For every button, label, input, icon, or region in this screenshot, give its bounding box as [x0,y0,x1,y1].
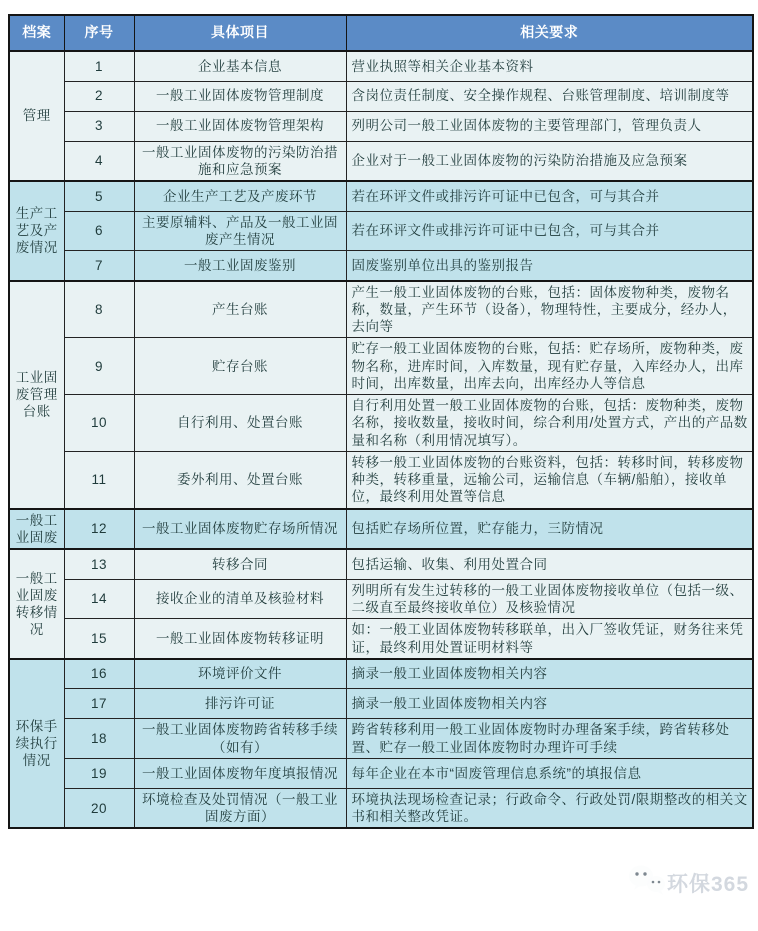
row-no: 14 [64,579,134,619]
row-req: 营业执照等相关企业基本资料 [346,51,753,81]
row-item: 一般工业固体废物的污染防治措施和应急预案 [134,141,346,181]
watermark [628,864,749,901]
row-no: 2 [64,81,134,111]
row-no: 10 [64,395,134,452]
row-req: 含岗位责任制度、安全操作规程、台账管理制度、培训制度等 [346,81,753,111]
row-item: 一般工业固体废物管理架构 [134,111,346,141]
table-row [9,211,753,251]
row-item: 环境评价文件 [134,659,346,689]
row-item: 转移合同 [134,549,346,579]
row-req: 如：一般工业固体废物转移联单，出入厂签收凭证，财务往来凭证，最终利用处置证明材料等 [346,619,753,659]
row-req: 列明公司一般工业固体废物的主要管理部门，管理负责人 [346,111,753,141]
col-header-req: 相关要求 [346,15,753,51]
row-item: 排污许可证 [134,689,346,719]
row-req: 摘录一般工业固体废物相关内容 [346,689,753,719]
row-item: 产生台账 [134,281,346,338]
row-req: 贮存一般工业固体废物的台账，包括：贮存场所，废物种类，废物名称，进库时间，入库数量，现有贮存量，入库经办人，出库时间，出库数量，出库去向，出库经办人等信息 [346,338,753,395]
row-req: 自行利用处置一般工业固体废物的台账，包括：废物种类，废物名称，接收数量，接收时间，综合利用/处置方式，产出的产品数量和名称（利用情况填写）。 [346,395,753,452]
row-no: 3 [64,111,134,141]
row-req: 包括运输、收集、利用处置合同 [346,549,753,579]
row-item: 一般工业固废鉴别 [134,251,346,281]
row-item: 一般工业固体废物跨省转移手续（如有） [134,719,346,759]
row-no: 9 [64,338,134,395]
row-no: 11 [64,451,134,508]
group-label-env-procedures: 环保手续执行情况 [9,659,64,829]
table-row [9,619,753,659]
row-req: 摘录一般工业固体废物相关内容 [346,659,753,689]
row-no: 6 [64,211,134,251]
row-req: 环境执法现场检查记录；行政命令、行政处罚/限期整改的相关文书和相关整改凭证。 [346,788,753,828]
row-no: 5 [64,181,134,211]
row-req: 包括贮存场所位置，贮存能力，三防情况 [346,509,753,550]
col-header-item: 具体项目 [134,15,346,51]
row-no: 7 [64,251,134,281]
row-req: 产生一般工业固体废物的台账，包括：固体废物种类，废物名称，数量，产生环节（设备），物理特性，主要成分，经办人，去向等 [346,281,753,338]
row-no: 20 [64,788,134,828]
table-row [9,549,753,579]
row-no: 16 [64,659,134,689]
table-row [9,81,753,111]
row-no: 18 [64,719,134,759]
table-row [9,689,753,719]
table-row [9,758,753,788]
row-req: 企业对于一般工业固体废物的污染防治措施及应急预案 [346,141,753,181]
row-req: 固废鉴别单位出具的鉴别报告 [346,251,753,281]
group-label-transfer: 一般工业固废转移情况 [9,549,64,659]
archive-requirements-table [8,14,754,829]
row-req: 若在环评文件或排污许可证中已包含，可与其合并 [346,211,753,251]
row-no: 4 [64,141,134,181]
row-req: 若在环评文件或排污许可证中已包含，可与其合并 [346,181,753,211]
row-req: 每年企业在本市“固废管理信息系统”的填报信息 [346,758,753,788]
table-row [9,451,753,508]
row-item: 企业生产工艺及产废环节 [134,181,346,211]
table-row [9,395,753,452]
row-no: 19 [64,758,134,788]
group-label-management: 管理 [9,51,64,181]
header-row [9,15,753,51]
row-no: 15 [64,619,134,659]
table-row [9,181,753,211]
row-no: 8 [64,281,134,338]
table-row [9,141,753,181]
row-item: 自行利用、处置台账 [134,395,346,452]
row-item: 一般工业固体废物管理制度 [134,81,346,111]
table-row [9,509,753,550]
row-item: 一般工业固体废物年度填报情况 [134,758,346,788]
row-no: 13 [64,549,134,579]
row-req: 列明所有发生过转移的一般工业固体废物接收单位（包括一级、二级直至最终接收单位）及核验情况 [346,579,753,619]
row-item: 一般工业固体废物贮存场所情况 [134,509,346,550]
row-req: 转移一般工业固体废物的台账资料，包括：转移时间，转移废物种类，转移重量，远输公司，运输信息（车辆/船舶），接收单位，最终利用处置等信息 [346,451,753,508]
row-item: 一般工业固体废物转移证明 [134,619,346,659]
table-row [9,111,753,141]
row-no: 12 [64,509,134,550]
col-header-archive: 档案 [9,15,64,51]
col-header-no: 序号 [64,15,134,51]
row-item: 环境检查及处罚情况（一般工业固废方面） [134,788,346,828]
table-row [9,659,753,689]
table-row [9,51,753,81]
row-no: 1 [64,51,134,81]
row-no: 17 [64,689,134,719]
row-req: 跨省转移利用一般工业固体废物时办理备案手续，跨省转移处置、贮存一般工业固体废物时办理许可手续 [346,719,753,759]
table-row [9,281,753,338]
group-label-production: 生产工艺及产废情况 [9,181,64,281]
row-item: 企业基本信息 [134,51,346,81]
group-label-ledger: 工业固废管理台账 [9,281,64,509]
table-row [9,719,753,759]
row-item: 委外利用、处置台账 [134,451,346,508]
group-label-general-solid-waste: 一般工业固废 [9,509,64,550]
row-item: 贮存台账 [134,338,346,395]
table-row [9,579,753,619]
wechat-icon [628,864,666,901]
watermark-label: 环保365 [667,872,750,896]
row-item: 接收企业的清单及核验材料 [134,579,346,619]
table-row [9,251,753,281]
table-row [9,338,753,395]
table-row [9,788,753,828]
row-item: 主要原辅料、产品及一般工业固废产生情况 [134,211,346,251]
